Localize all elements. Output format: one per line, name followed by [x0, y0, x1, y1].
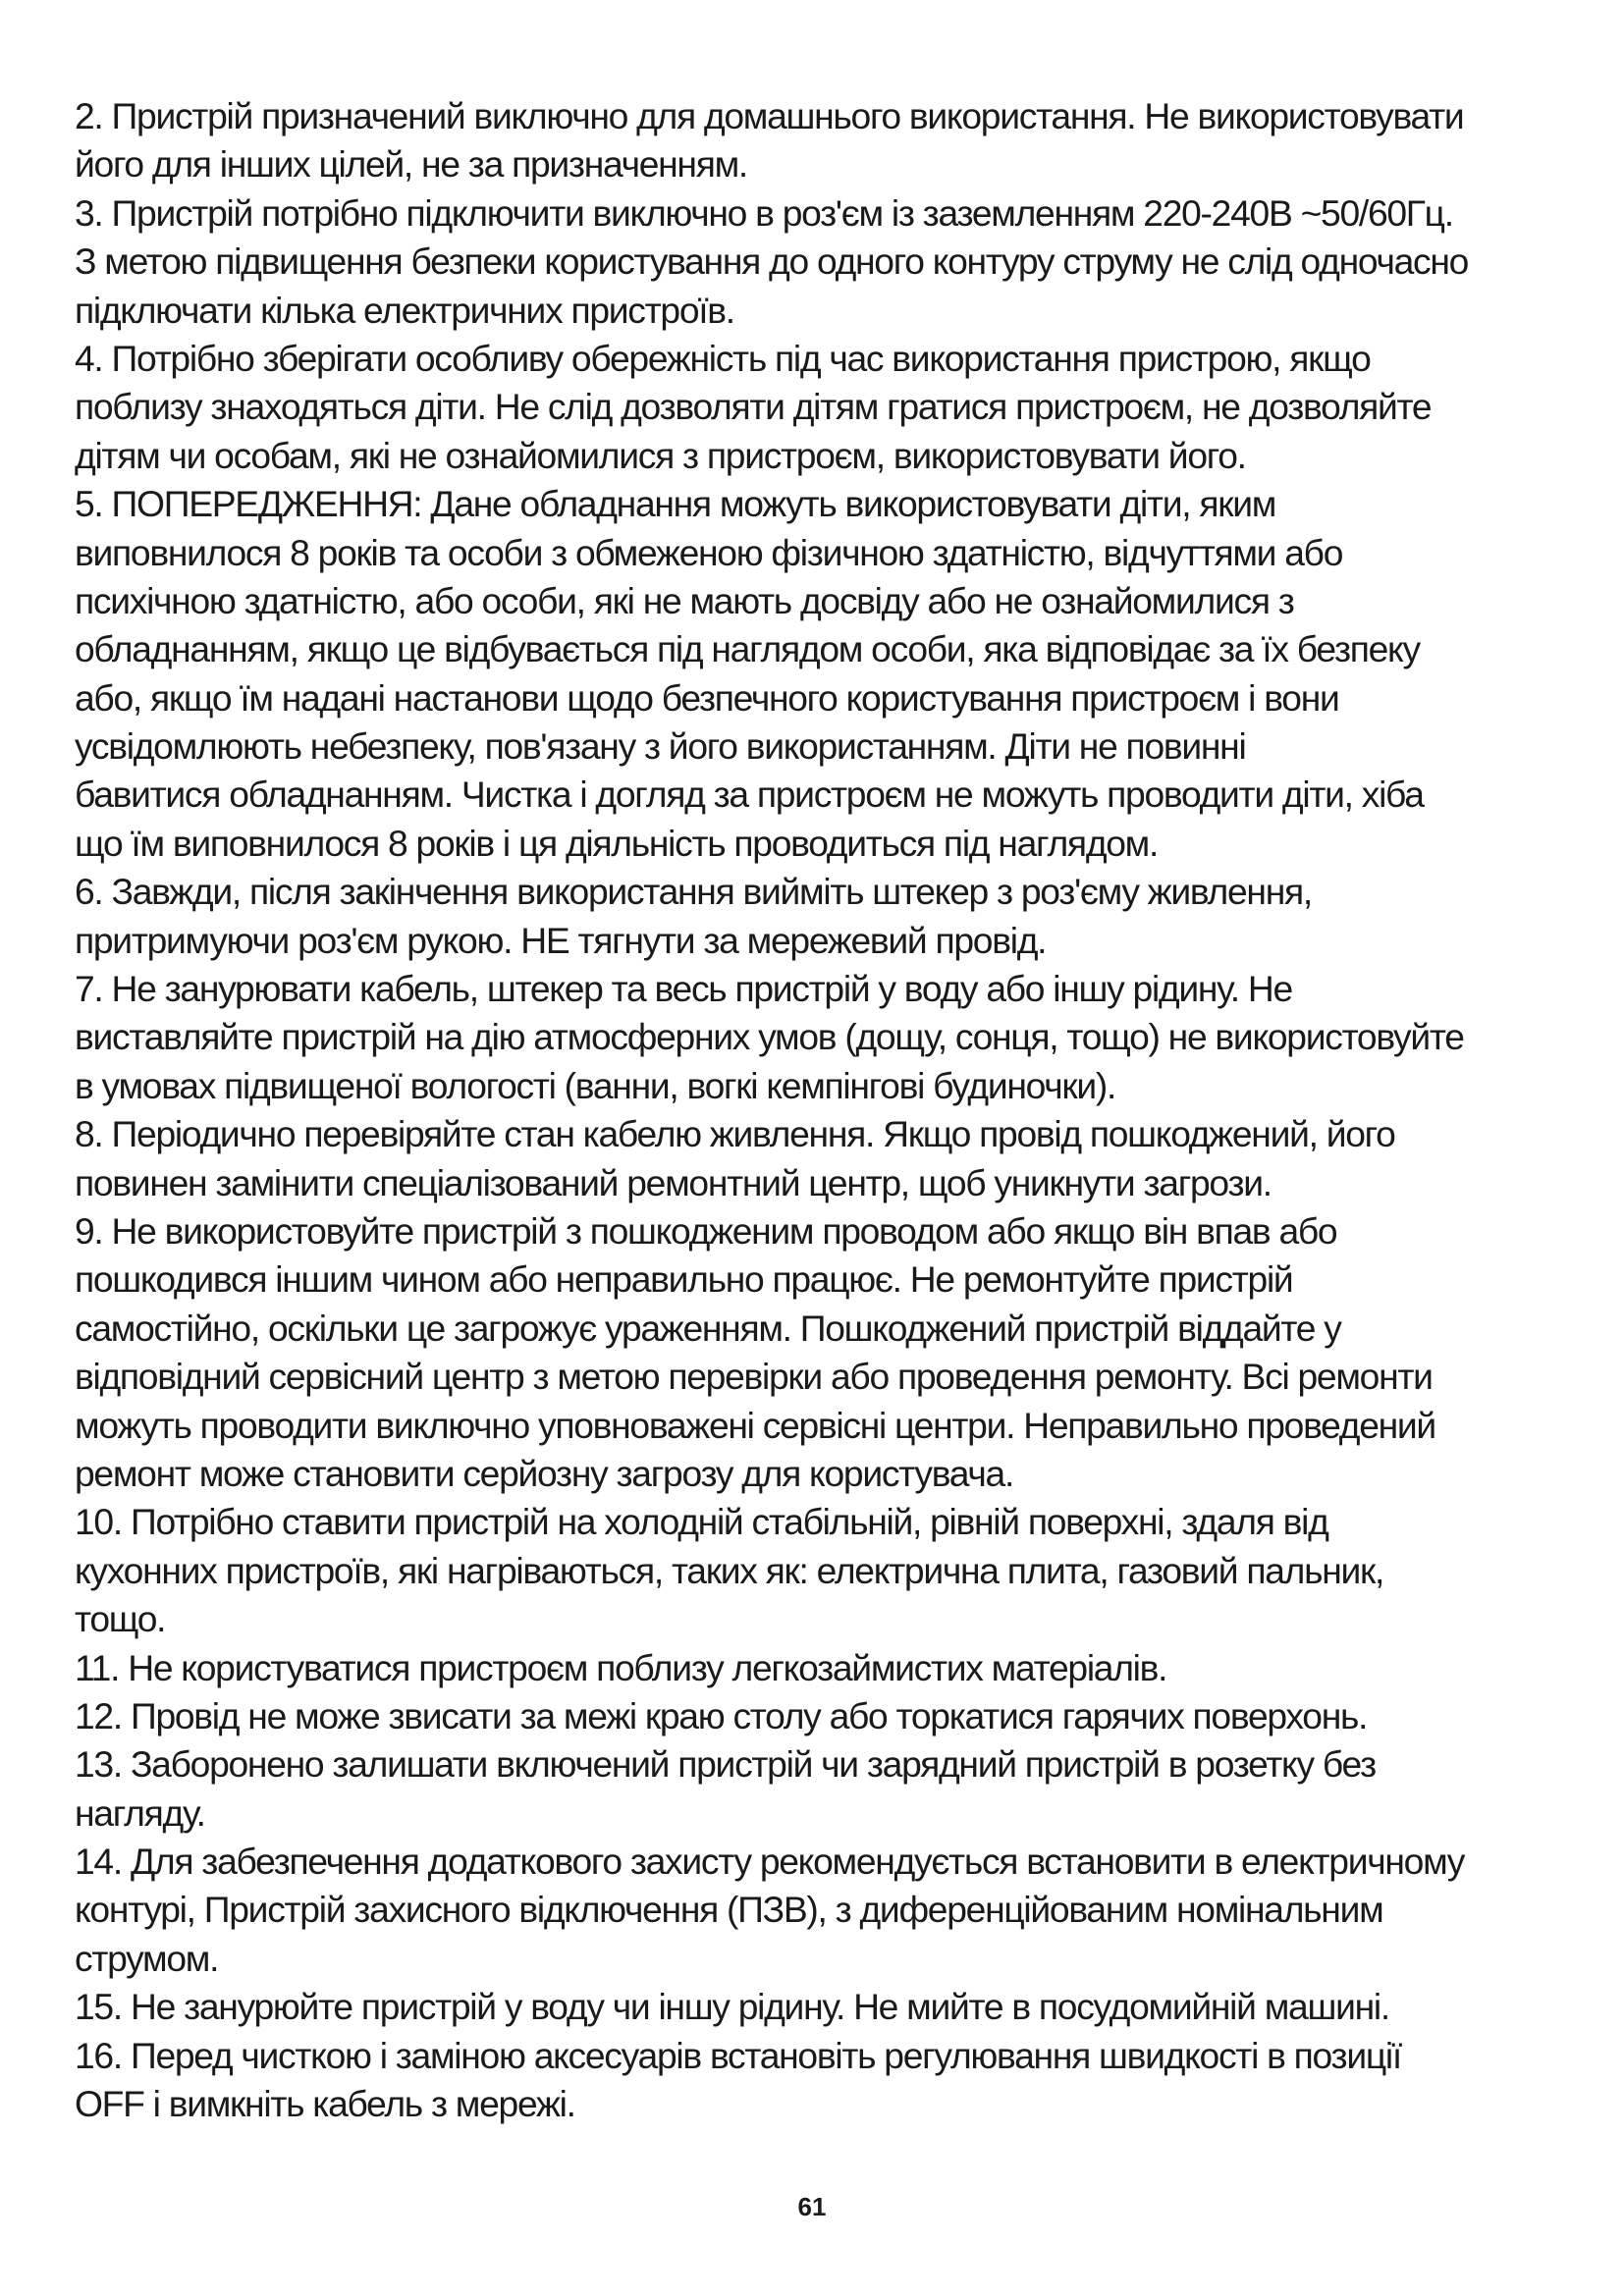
text-line: поблизу знаходяться діти. Не слід дозволяти дітям гратися пристроєм, не дозволяйте	[75, 386, 1432, 428]
text-line: 3. Пристрій потрібно підключити виключно в роз'єм із заземленням 220-240В ~50/60Гц.	[75, 191, 1453, 234]
text-line: психічною здатністю, або особи, які не мають досвіду або не ознайомилися з	[75, 579, 1294, 621]
instructions-text	[75, 92, 1567, 2128]
text-line: нагляду.	[75, 1791, 205, 1834]
text-line: тощо.	[75, 1598, 166, 1640]
text-line: струмом.	[75, 1937, 219, 1979]
text-line: 4. Потрібно зберігати особливу обережність під час використання пристрою, якщо	[75, 337, 1371, 379]
text-line: або, якщо їм надані настанови щодо безпечного користування пристроєм і вони	[75, 676, 1339, 719]
text-line: 8. Періодично перевіряйте стан кабелю живлення. Якщо провід пошкоджений, його	[75, 1113, 1395, 1155]
text-line: 15. Не занурюйте пристрій у воду чи іншу рідину. Не мийте в посудомийній машині.	[75, 1986, 1389, 2028]
text-line: 10. Потрібно ставити пристрій на холодній стабільній, рівній поверхні, здаля від	[75, 1501, 1328, 1543]
text-line: OFF і вимкніть кабель з мережі.	[75, 2083, 575, 2125]
text-line: контурі, Пристрій захисного відключення (ПЗВ), з диференційованим номінальним	[75, 1889, 1383, 1931]
text-line: пошкодився іншим чином або неправильно працює. Не ремонтуйте пристрій	[75, 1258, 1293, 1301]
text-line: самостійно, оскільки це загрожує ураженням. Пошкоджений пристрій віддайте у	[75, 1307, 1341, 1349]
text-line: в умовах підвищеної вологості (ванни, вогкі кемпінгові будиночки).	[75, 1064, 1116, 1106]
text-line: 16. Перед чисткою і заміною аксесуарів встановіть регулювання швидкості в позиції	[75, 2034, 1401, 2076]
text-line: 13. Заборонено залишати включений пристрій чи зарядний пристрій в розетку без	[75, 1743, 1376, 1786]
text-line: 12. Провід не може звисати за межі краю столу або торкатися гарячих поверхонь.	[75, 1694, 1368, 1736]
text-line: виставляйте пристрій на дію атмосферних умов (дощу, сонця, тощо) не використовуйте	[75, 1016, 1464, 1058]
text-line: З метою підвищення безпеки користування до одного контуру струму не слід одночасно	[75, 240, 1469, 283]
text-line: можуть проводити виключно уповноважені сервісні центри. Неправильно проведений	[75, 1404, 1435, 1446]
text-line: кухонних пристроїв, які нагріваються, таких як: електрична плита, газовий пальник,	[75, 1549, 1384, 1591]
text-line: що їм виповнилося 8 років і ця діяльність проводиться під наглядом.	[75, 822, 1159, 864]
text-line: 6. Завжди, після закінчення використання вийміть штекер з роз'єму живлення,	[75, 871, 1312, 913]
text-line: усвідомлюють небезпеку, пов'язану з його використанням. Діти не повинні	[75, 725, 1246, 768]
text-line: повинен замінити спеціалізований ремонтний центр, щоб уникнути загрози.	[75, 1161, 1272, 1203]
text-line: виповнилося 8 років та особи з обмеженою фізичною здатністю, відчуттями або	[75, 531, 1343, 573]
text-line: обладнанням, якщо це відбувається під наглядом особи, яка відповідає за їх безпеку	[75, 628, 1420, 670]
text-line: 11. Не користуватися пристроєм поблизу легкозаймистих матеріалів.	[75, 1646, 1167, 1688]
text-line: 7. Не занурювати кабель, штекер та весь пристрій у воду або іншу рідину. Не	[75, 968, 1292, 1010]
text-line: підключати кілька електричних пристроїв.	[75, 289, 734, 331]
text-line: 14. Для забезпечення додаткового захисту рекомендується встановити в електричному	[75, 1841, 1465, 1883]
text-line: бавитися обладнанням. Чистка і догляд за пристроєм не можуть проводити діти, хіба	[75, 774, 1424, 816]
text-line: 5. ПОПЕРЕДЖЕННЯ: Дане обладнання можуть використовувати діти, яким	[75, 483, 1276, 525]
text-line: 9. Не використовуйте пристрій з пошкодженим проводом або якщо він впав або	[75, 1209, 1337, 1252]
text-line: відповідний сервісний центр з метою перевірки або проведення ремонту. Всі ремонти	[75, 1356, 1433, 1398]
text-line: дітям чи особам, які не ознайомилися з пристроєм, використовувати його.	[75, 434, 1246, 476]
page-number: 61	[797, 2192, 827, 2221]
text-line: ремонт може становити серйозну загрозу для користувача.	[75, 1452, 1014, 1494]
text-line: 2. Пристрій призначений виключно для домашнього використання. Не використовувати	[75, 95, 1464, 136]
text-line: притримуючи роз'єм рукою. НЕ тягнути за мережевий провід.	[75, 919, 1047, 961]
text-line: його для інших цілей, не за призначенням.	[75, 143, 747, 186]
